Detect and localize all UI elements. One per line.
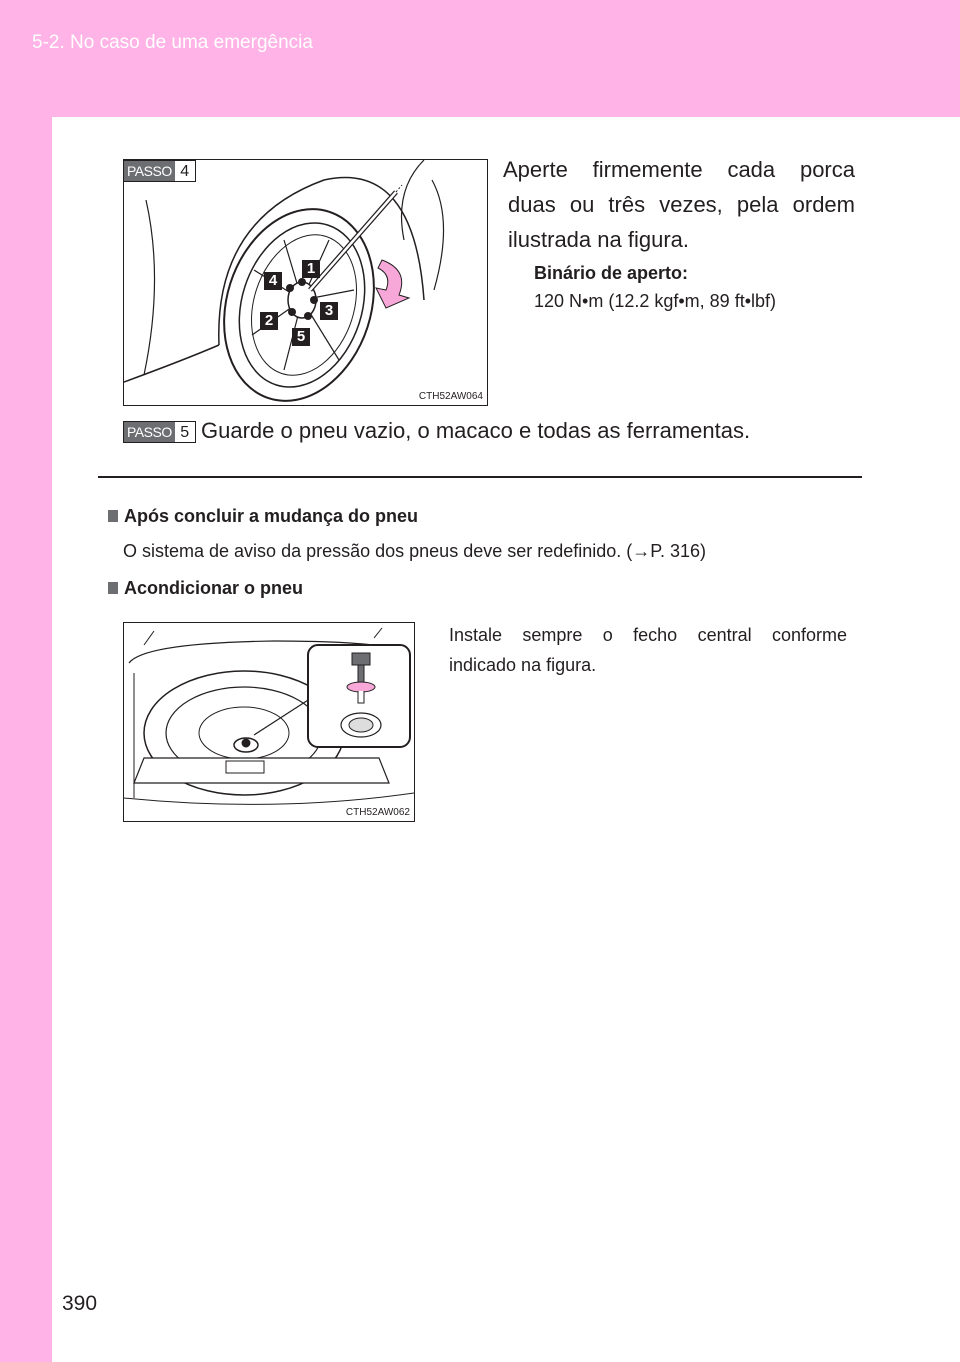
torque-value: 120 N•m (12.2 kgf•m, 89 ft•lbf) bbox=[534, 291, 776, 311]
trunk-illustration bbox=[124, 623, 415, 822]
nut-label-2: 2 bbox=[260, 312, 278, 330]
trunk-spare-figure bbox=[123, 622, 415, 822]
divider bbox=[98, 476, 862, 478]
bullet-square-icon bbox=[108, 582, 118, 594]
step-badge-number: 5 bbox=[175, 422, 195, 442]
bullet-square-icon bbox=[108, 510, 118, 522]
step-badge-word: PASSO bbox=[124, 161, 175, 181]
torque-label: Binário de aperto: bbox=[534, 263, 689, 283]
header-band bbox=[0, 0, 960, 117]
note-body-after-change: O sistema de aviso da pressão dos pneus deve ser redefinido. (→P. 316) bbox=[123, 541, 706, 561]
figure-code: CTH52AW064 bbox=[418, 391, 483, 402]
side-band bbox=[0, 117, 52, 1362]
nut-label-1: 1 bbox=[302, 260, 320, 278]
page-number: 390 bbox=[62, 1292, 98, 1315]
section-title: 5-2. No caso de uma emergência bbox=[32, 32, 313, 53]
step4-text-line1: Aperte firmemente cada porca bbox=[503, 157, 855, 182]
nut-label-3: 3 bbox=[320, 302, 338, 320]
install-text-rest: indicado na figura. bbox=[449, 655, 597, 675]
note-title-store-tire bbox=[108, 578, 303, 599]
note-title-text: Após concluir a mudança do pneu bbox=[124, 506, 419, 526]
step4-instruction bbox=[503, 152, 855, 257]
note-title-text: Acondicionar o pneu bbox=[124, 578, 304, 598]
figure-code: CTH52AW062 bbox=[345, 807, 410, 818]
wheel-nut-figure bbox=[123, 159, 488, 406]
step5-badge bbox=[123, 421, 196, 443]
step-badge-word: PASSO bbox=[124, 422, 175, 442]
step5-instruction: Guarde o pneu vazio, o macaco e todas as ferramentas. bbox=[201, 418, 751, 443]
note-title-after-change bbox=[108, 506, 418, 527]
install-instruction bbox=[449, 620, 847, 680]
step-badge-number: 4 bbox=[175, 161, 195, 181]
nut-label-5: 5 bbox=[292, 328, 310, 346]
nut-label-4: 4 bbox=[264, 272, 282, 290]
install-text-line1: Instale sempre o fecho central conforme bbox=[449, 625, 847, 645]
wheel-illustration bbox=[124, 160, 488, 406]
step4-badge bbox=[123, 160, 196, 182]
step4-text-rest: duas ou três vezes, pela ordem ilustrada na figura. bbox=[508, 192, 855, 252]
